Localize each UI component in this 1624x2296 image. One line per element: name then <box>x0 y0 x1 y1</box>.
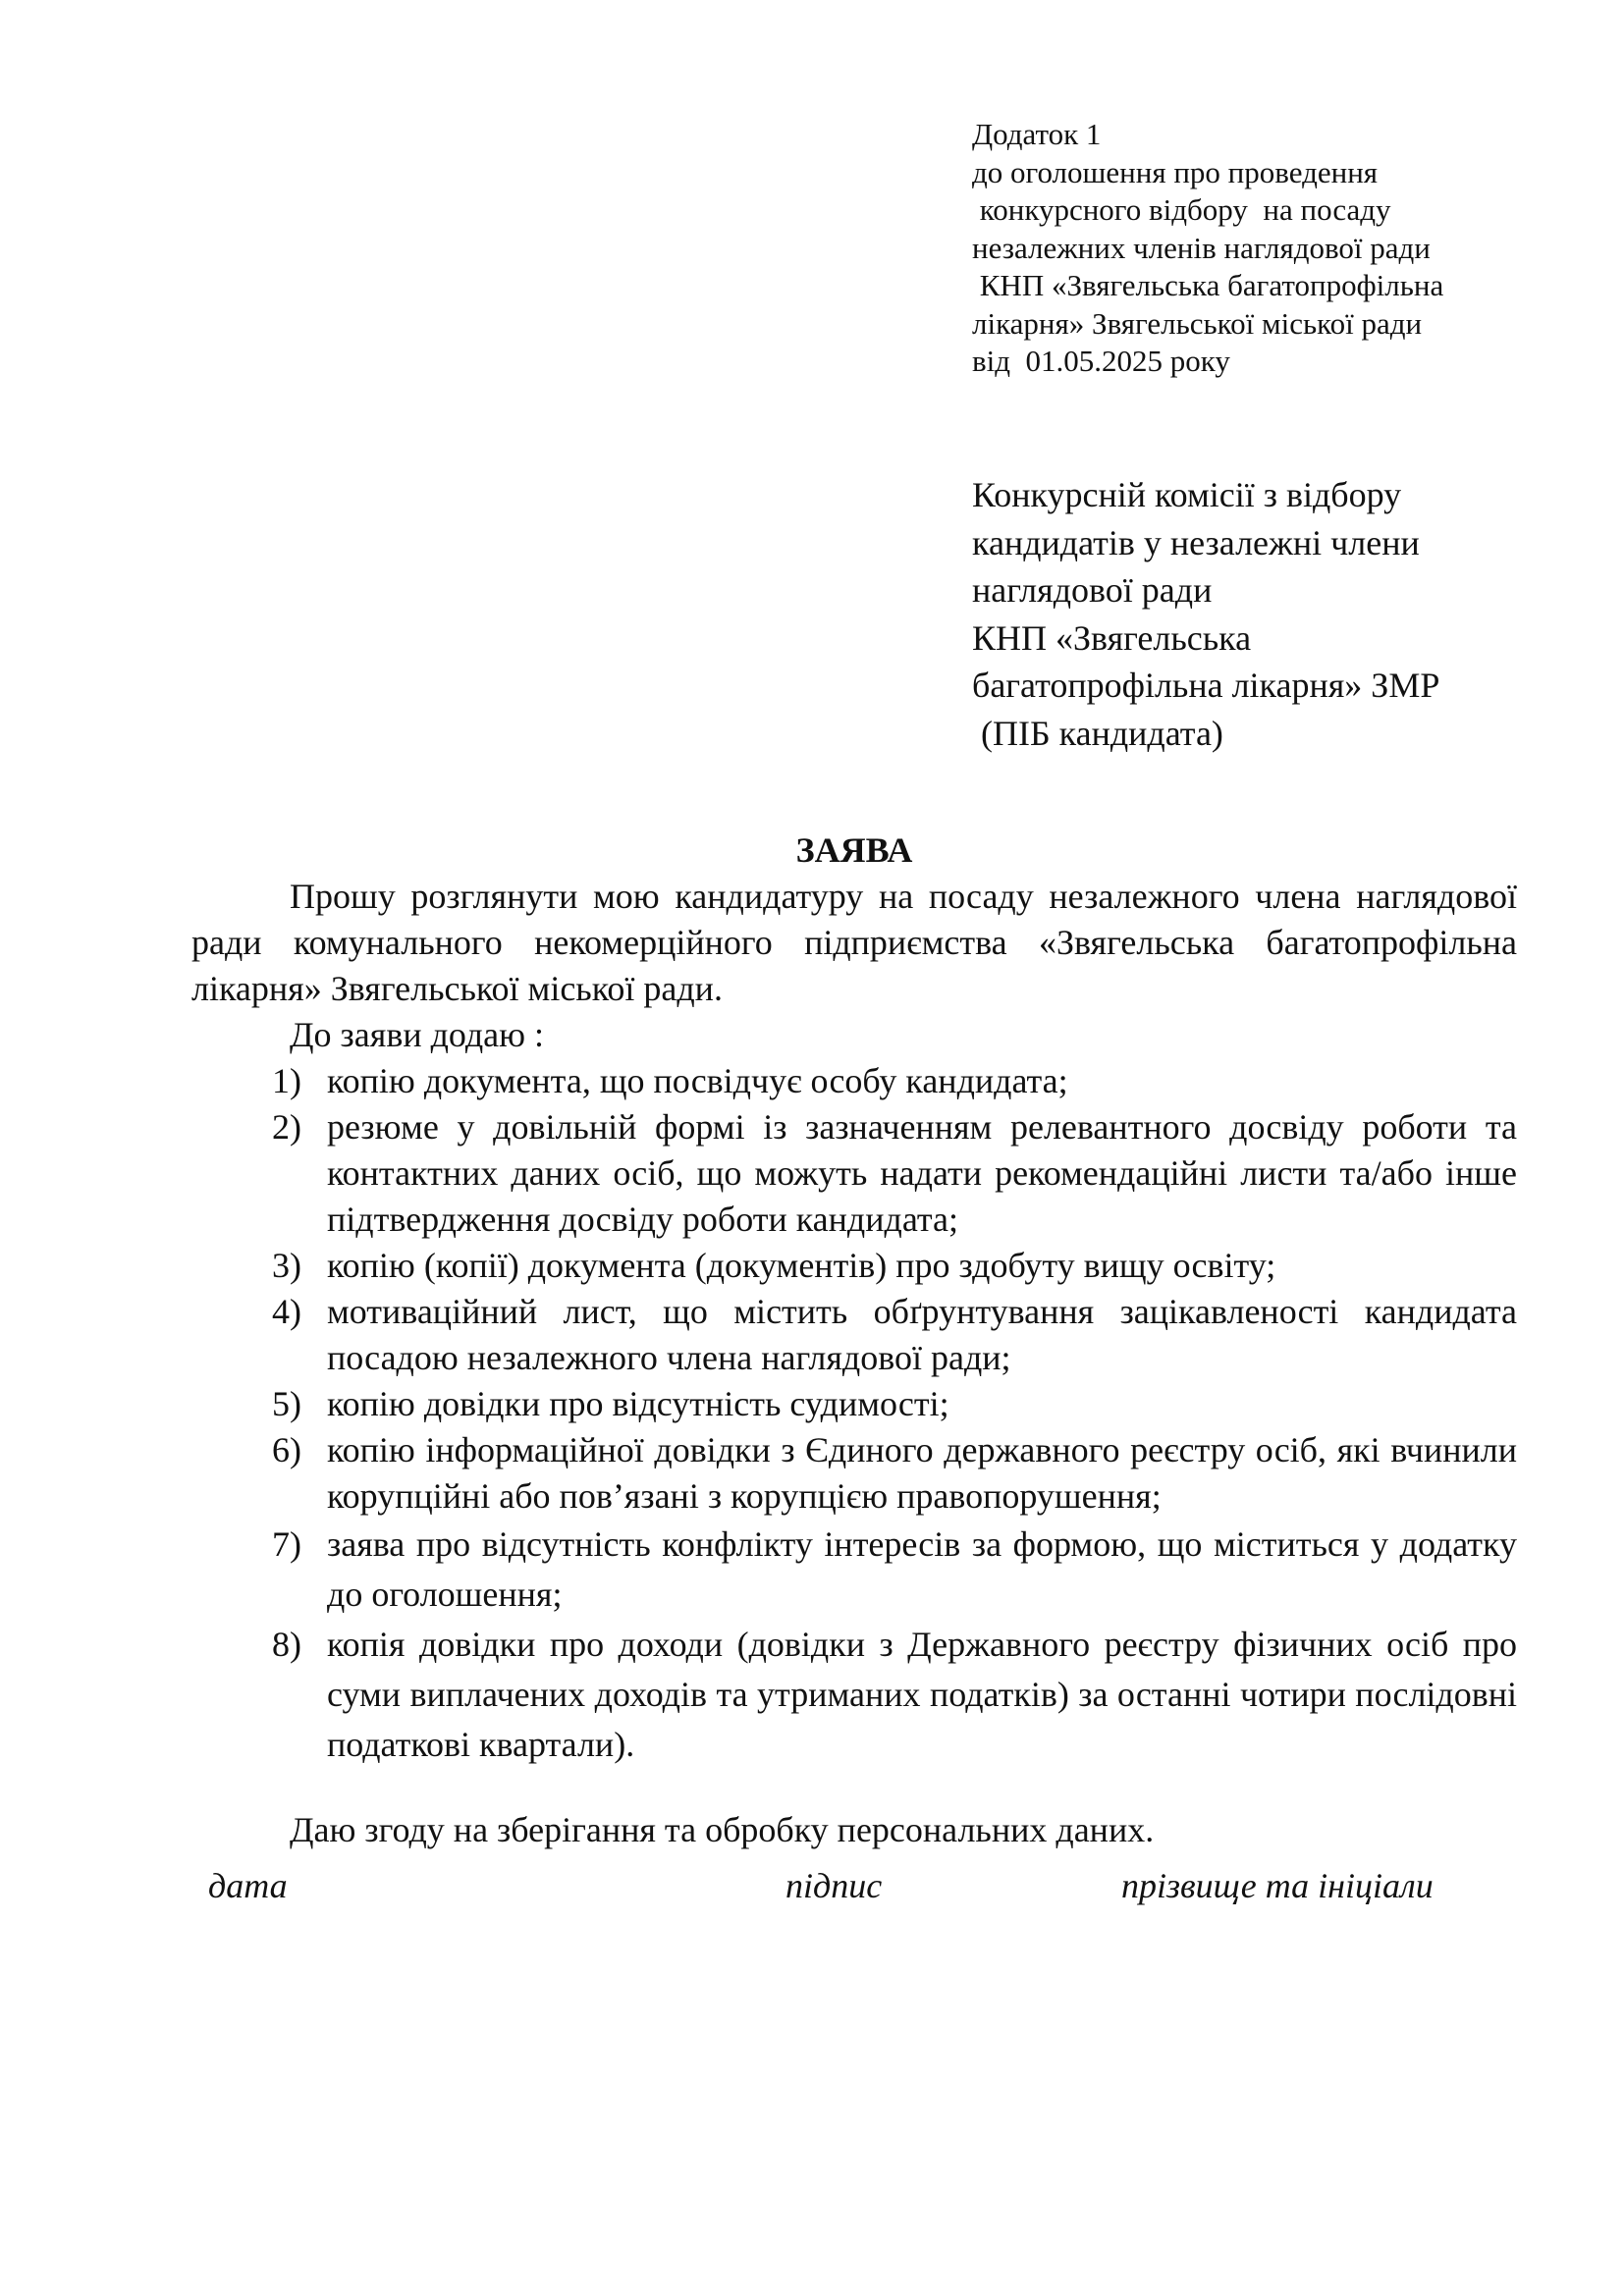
list-item <box>191 1381 1517 1427</box>
addressee-line: кандидатів у незалежні члени <box>972 522 1420 562</box>
attachments-label: До заяви додаю : <box>290 1015 545 1054</box>
list-item-text: копію інформаційної довідки з Єдиного державного реєстру осіб, які вчинили корупційні або пов’язані з корупцією правопорушення; <box>327 1430 1517 1516</box>
list-item <box>191 1289 1517 1381</box>
annex-line: лікарня» Звягельської міської ради <box>972 305 1423 341</box>
list-item-number: 1) <box>272 1061 301 1100</box>
list-item-number: 2) <box>272 1107 301 1147</box>
list-item-text: заява про відсутність конфлікту інтересів за формою, що міститься у додатку до оголошення; <box>327 1524 1517 1614</box>
list-item <box>191 1243 1517 1289</box>
addressee-line: багатопрофільна лікарня» ЗМР <box>972 666 1440 705</box>
annex-line: незалежних членів наглядової ради <box>972 230 1431 265</box>
list-item <box>191 1427 1517 1520</box>
addressee-line: наглядової ради <box>972 570 1213 610</box>
annex-line: Додаток 1 <box>972 117 1102 151</box>
request-paragraph: Прошу розглянути мою кандидатуру на посаду незалежного члена наглядової ради комунального некомерційного підприємства «Звягельська багатопрофільна лікарня» Звягельської міської ради. <box>191 877 1517 1008</box>
list-item <box>191 1620 1517 1770</box>
addressee-line: (ПІБ кандидата) <box>972 713 1223 753</box>
annex-line: до оголошення про проведення <box>972 154 1379 189</box>
list-item-number: 4) <box>272 1292 301 1331</box>
annex-header <box>972 116 1443 381</box>
list-item-number: 3) <box>272 1246 301 1285</box>
list-item-number: 5) <box>272 1384 301 1423</box>
attachments-list <box>191 1058 1517 1770</box>
list-item-number: 8) <box>272 1625 301 1664</box>
addressee-line: Конкурсній комісії з відбору <box>972 475 1402 514</box>
annex-line: КНП «Звягельська багатопрофільна <box>972 268 1444 302</box>
addressee-block <box>972 471 1439 757</box>
list-item-text: резюме у довільній формі із зазначенням релевантного досвіду роботи та контактних даних осіб, що можуть надати рекомендаційні листи та/або інше підтвердження досвіду роботи кандидата; <box>327 1107 1517 1239</box>
signature-label: підпис <box>785 1866 883 1905</box>
annex-line: конкурсного відбору на посаду <box>972 192 1391 227</box>
list-item-text: копію довідки про відсутність судимості; <box>327 1384 949 1423</box>
list-item-text: копію документа, що посвідчує особу кандидата; <box>327 1061 1068 1100</box>
list-item-text: копію (копії) документа (документів) про здобуту вищу освіту; <box>327 1246 1276 1285</box>
document-body <box>191 874 1517 1853</box>
list-item-text: копія довідки про доходи (довідки з Державного реєстру фізичних осіб про суми виплачених доходів та утриманих податків) за останні чотири послідовні податкові квартали). <box>327 1625 1517 1764</box>
document-title: ЗАЯВА <box>795 830 913 870</box>
list-item-text: мотиваційний лист, що містить обґрунтування зацікавленості кандидата посадою незалежного члена наглядової ради; <box>327 1292 1517 1377</box>
list-item-number: 7) <box>272 1524 301 1564</box>
name-label: прізвище та ініціали <box>1121 1866 1434 1905</box>
list-item <box>191 1104 1517 1243</box>
list-item <box>191 1058 1517 1104</box>
list-item-number: 6) <box>272 1430 301 1469</box>
list-item <box>191 1520 1517 1620</box>
annex-line: від 01.05.2025 року <box>972 344 1230 378</box>
addressee-line: КНП «Звягельська <box>972 617 1252 658</box>
date-label: дата <box>208 1866 288 1905</box>
consent-statement: Даю згоду на зберігання та обробку персональних даних. <box>290 1810 1155 1849</box>
